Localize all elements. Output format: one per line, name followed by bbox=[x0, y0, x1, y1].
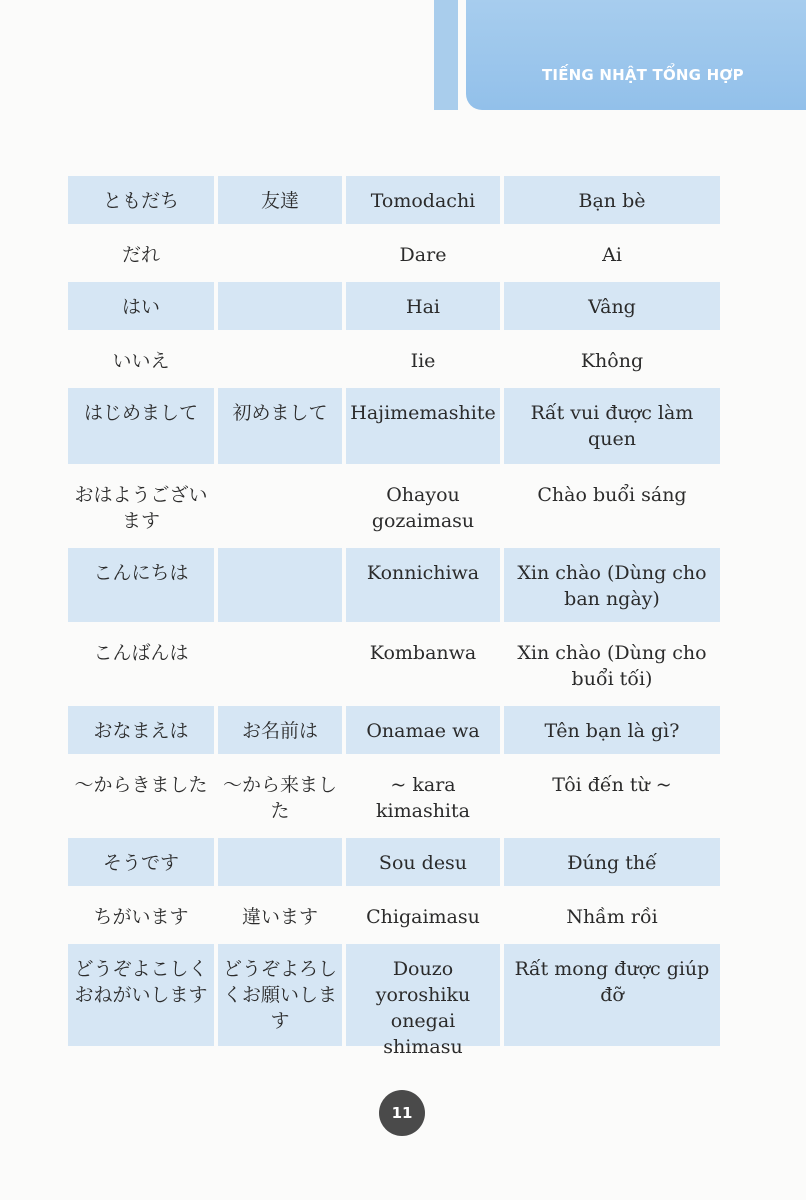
table-row bbox=[66, 760, 730, 838]
kanji-cell bbox=[218, 470, 342, 542]
hiragana-cell: こんにちは bbox=[68, 548, 214, 622]
page-number-badge: 11 bbox=[379, 1090, 425, 1136]
meaning-cell: Xin chào (Dùng cho buổi tối) bbox=[517, 642, 707, 690]
kanji-cell: どうぞよろしくお願いします bbox=[218, 944, 342, 1046]
kanji-cell bbox=[218, 230, 342, 276]
meaning-cell: Vâng bbox=[504, 282, 720, 330]
kanji-cell: 友達 bbox=[218, 176, 342, 224]
romaji-cell: Hajimemashite bbox=[346, 388, 500, 464]
table-row bbox=[66, 336, 730, 388]
meaning-cell: Rất vui được làm quen bbox=[504, 388, 720, 464]
book-title: TIẾNG NHẬT TỔNG HỢP bbox=[542, 66, 744, 84]
kanji-cell bbox=[218, 548, 342, 622]
table-row bbox=[66, 706, 730, 760]
hiragana-cell: どうぞよこしくおねがいします bbox=[68, 944, 214, 1046]
table-row bbox=[66, 470, 730, 548]
meaning-cell: Nhầm rồi bbox=[566, 906, 658, 928]
table-row bbox=[66, 944, 730, 1058]
hiragana-cell: おはようございます bbox=[74, 484, 208, 532]
romaji-cell: Ohayou gozaimasu bbox=[371, 484, 475, 532]
hiragana-cell: はじめまして bbox=[68, 388, 214, 464]
kanji-cell bbox=[218, 336, 342, 382]
table-row bbox=[66, 548, 730, 628]
romaji-cell: Chigaimasu bbox=[366, 906, 480, 928]
header-tab bbox=[466, 0, 806, 110]
hiragana-cell: ～からきました bbox=[74, 774, 208, 796]
romaji-cell: Sou desu bbox=[346, 838, 500, 886]
hiragana-cell: おなまえは bbox=[68, 706, 214, 754]
meaning-cell: Rất mong được giúp đỡ bbox=[504, 944, 720, 1046]
table-row bbox=[66, 388, 730, 470]
meaning-cell: Bạn bè bbox=[504, 176, 720, 224]
meaning-cell: Không bbox=[580, 350, 644, 372]
table-row bbox=[66, 176, 730, 230]
romaji-cell: Iie bbox=[410, 350, 436, 372]
romaji-cell: Onamae wa bbox=[346, 706, 500, 754]
romaji-cell: Hai bbox=[346, 282, 500, 330]
hiragana-cell: だれ bbox=[121, 244, 160, 266]
romaji-cell: ~ kara kimashita bbox=[376, 774, 470, 822]
vocabulary-table bbox=[66, 176, 730, 1058]
hiragana-cell: いいえ bbox=[112, 350, 170, 372]
romaji-cell: Konnichiwa bbox=[346, 548, 500, 622]
kanji-cell bbox=[218, 282, 342, 330]
romaji-cell: Kombanwa bbox=[369, 642, 477, 664]
romaji-cell: Douzo yoroshiku onegai shimasu bbox=[346, 944, 500, 1046]
hiragana-cell: ともだち bbox=[68, 176, 214, 224]
kanji-cell: 初めまして bbox=[218, 388, 342, 464]
table-row bbox=[66, 282, 730, 336]
hiragana-cell: ちがいます bbox=[93, 906, 189, 928]
romaji-cell: Dare bbox=[399, 244, 447, 266]
hiragana-cell: はい bbox=[68, 282, 214, 330]
table-row bbox=[66, 892, 730, 944]
meaning-cell: Ai bbox=[602, 244, 622, 266]
hiragana-cell: こんばんは bbox=[93, 642, 189, 664]
kanji-cell: 違います bbox=[241, 906, 318, 928]
meaning-cell: Xin chào (Dùng cho ban ngày) bbox=[504, 548, 720, 622]
header-decor-strip bbox=[434, 0, 458, 110]
meaning-cell: Tên bạn là gì? bbox=[504, 706, 720, 754]
kanji-cell bbox=[218, 838, 342, 886]
meaning-cell: Chào buổi sáng bbox=[537, 484, 687, 506]
kanji-cell: ～から来ました bbox=[222, 774, 337, 822]
table-row bbox=[66, 838, 730, 892]
meaning-cell: Tôi đến từ ~ bbox=[552, 774, 672, 796]
table-row bbox=[66, 628, 730, 706]
hiragana-cell: そうです bbox=[68, 838, 214, 886]
kanji-cell bbox=[218, 628, 342, 700]
romaji-cell: Tomodachi bbox=[346, 176, 500, 224]
kanji-cell: お名前は bbox=[218, 706, 342, 754]
table-row bbox=[66, 230, 730, 282]
meaning-cell: Đúng thế bbox=[504, 838, 720, 886]
